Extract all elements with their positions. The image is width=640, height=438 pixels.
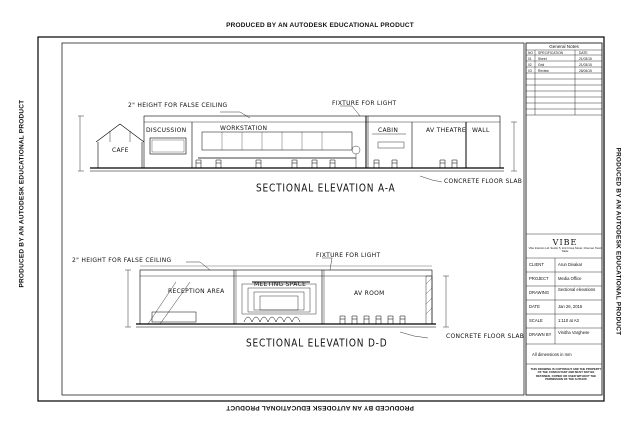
watermark-left: PRODUCED BY AN AUTODESK EDUCATIONAL PRODUCT: [18, 99, 26, 288]
title-elevation-d: SECTIONAL ELEVATION D-D: [246, 338, 388, 350]
drawing-value: Sectional elevations: [558, 287, 596, 292]
scale-label: SCALE: [529, 318, 543, 323]
dimensions-note: All dimensions in mm: [532, 352, 572, 357]
watermark-bottom: PRODUCED BY AN AUTODESK EDUCATIONAL PRODUCT: [226, 404, 414, 411]
title-block-grid: [526, 50, 602, 364]
label-workstation: WORKSTATION: [220, 125, 268, 132]
drawing-label: DRAWING: [529, 290, 550, 295]
label-meeting: MEETING SPACE: [254, 281, 307, 288]
elevation-d-d: [125, 258, 449, 338]
date-value: Jan 26, 2015: [558, 304, 583, 309]
label-fixture-a: FIXTURE FOR LIGHT: [332, 100, 397, 107]
title-elevation-a: SECTIONAL ELEVATION A-A: [256, 183, 396, 195]
label-floor-slab-a: CONCRETE FLOOR SLAB: [444, 178, 523, 185]
label-false-ceiling-d: 2" HEIGHT FOR FALSE CEILING: [72, 257, 172, 264]
drawn-by-value: Vinitha Varghese: [558, 330, 590, 335]
project-value: Media Office: [558, 276, 582, 281]
label-false-ceiling-a: 2" HEIGHT FOR FALSE CEILING: [128, 102, 228, 109]
label-cafe: CAFE: [112, 147, 129, 154]
client-label: CLIENT: [529, 262, 544, 267]
notes-row-3-spec: Review: [538, 69, 549, 73]
notes-row-2-no: 02: [528, 63, 532, 67]
client-value: Arun Divakar: [558, 262, 583, 267]
notes-row-1-no: 01: [528, 57, 532, 61]
date-label: DATE: [529, 304, 540, 309]
notes-row-1-date: 21/03/15: [579, 57, 592, 61]
title-block-frame: [526, 43, 602, 395]
label-wall: WALL: [472, 127, 490, 134]
label-floor-slab-d: CONCRETE FLOOR SLAB: [446, 333, 525, 340]
notes-row-1-spec: Sheet: [538, 57, 547, 61]
label-discussion: DISCUSSION: [146, 127, 187, 134]
firm-address: Vibe Interiors Ltd. Sector 5, 2nd Cross Street, Chennai, Tamil Nadu: [528, 247, 602, 254]
notes-row-2-spec: Grid: [538, 63, 545, 67]
label-cabin: CABIN: [378, 127, 399, 134]
watermark-right: PRODUCED BY AN AUTODESK EDUCATIONAL PRODUCT: [614, 147, 622, 336]
scale-value: 1:110 at A3: [558, 318, 579, 323]
notes-row-3-date: 26/04/15: [579, 69, 592, 73]
notes-row-3-no: 03: [528, 69, 532, 73]
elevation-a-a: [78, 106, 517, 182]
copyright-notice: THIS DRAWING IS COPYRIGHT AND THE PROPERTY OF THE CONSULTANT AND MUST NOT BE RETAINED, COPIED OR USED WITHOUT THE PERMISSION OF THE AUTHOR: [530, 367, 602, 381]
firm-logo: VIBE: [552, 238, 578, 247]
label-fixture-d: FIXTURE FOR LIGHT: [316, 252, 381, 259]
watermark-top: PRODUCED BY AN AUTODESK EDUCATIONAL PRODUCT: [226, 22, 414, 29]
label-reception: RECEPTION AREA: [168, 288, 225, 295]
notes-row-2-date: 21/03/15: [579, 63, 592, 67]
notes-col-spec: SPECIFICATION: [538, 51, 564, 55]
notes-col-date: DATE: [579, 51, 588, 55]
notes-heading: General Notes: [549, 44, 579, 49]
project-label: PROJECT: [529, 276, 549, 281]
drawn-by-label: DRAWN BY: [529, 332, 552, 337]
label-av-theatre: AV THEATRE: [426, 127, 466, 134]
label-av-room: AV ROOM: [354, 290, 385, 297]
notes-col-no: NO: [528, 51, 533, 55]
